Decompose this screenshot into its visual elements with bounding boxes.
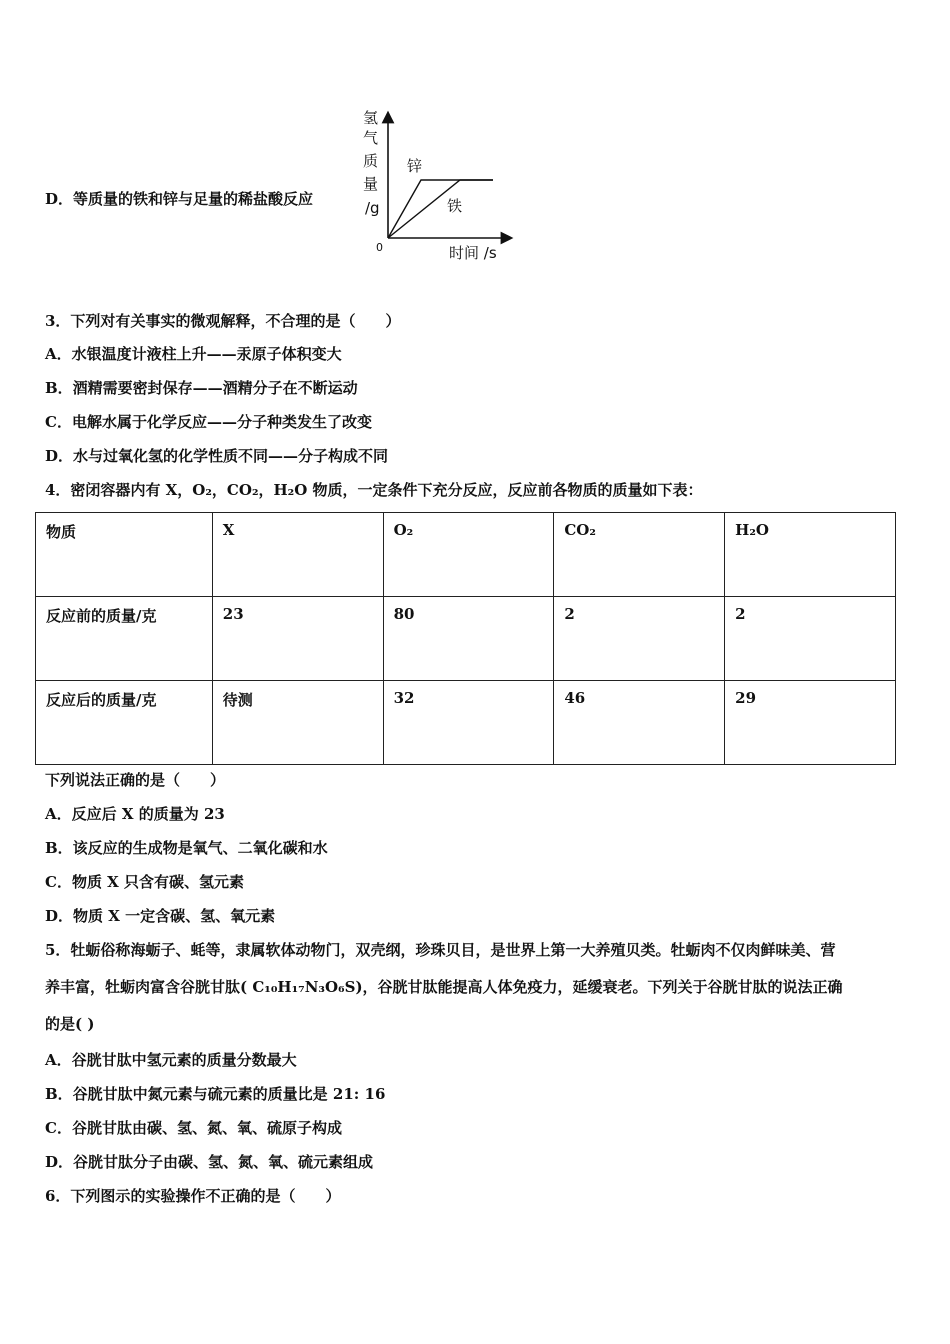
table-cell: 反应前的质量/克 bbox=[36, 597, 213, 681]
q5-option-d: D．谷胱甘肽分子由碳、氢、氮、氧、硫元素组成 bbox=[45, 1153, 374, 1171]
ylabel-char-2: 质 bbox=[363, 152, 379, 170]
table-header-cell: O₂ bbox=[383, 513, 554, 597]
table-cell: 46 bbox=[554, 681, 725, 765]
table-cell: 32 bbox=[383, 681, 554, 765]
q5-option-b: B．谷胱甘肽中氮元素与硫元素的质量比是 21: 16 bbox=[45, 1085, 386, 1103]
series-line-zinc bbox=[388, 180, 493, 238]
q3-option-a: A．水银温度计液柱上升——汞原子体积变大 bbox=[45, 345, 342, 363]
table-cell: 29 bbox=[725, 681, 896, 765]
graph-svg bbox=[355, 105, 525, 270]
table-header-cell: 物质 bbox=[36, 513, 213, 597]
table-header-cell: CO₂ bbox=[554, 513, 725, 597]
table-header-cell: H₂O bbox=[725, 513, 896, 597]
ylabel-char-4: /g bbox=[365, 199, 380, 217]
q2-option-d: D．等质量的铁和锌与足量的稀盐酸反应 bbox=[45, 190, 314, 208]
q4-option-b: B．该反应的生成物是氧气、二氧化碳和水 bbox=[45, 839, 328, 857]
q5-stem-line2: 养丰富，牡蛎肉富含谷胱甘肽( C₁₀H₁₇N₃O₆S)，谷胱甘肽能提高人体免疫力，延缓衰老。下列关于谷胱甘肽的说法正确 bbox=[45, 978, 843, 996]
table-header-row bbox=[36, 513, 896, 597]
table-row bbox=[36, 681, 896, 765]
q4-option-a: A．反应后 X 的质量为 23 bbox=[45, 805, 225, 823]
q5-stem-line1: 5．牡蛎俗称海蛎子、蚝等，隶属软体动物门，双壳纲，珍珠贝目，是世界上第一大养殖贝类。牡蛎肉不仅肉鲜味美、营 bbox=[45, 941, 836, 959]
q4-stem: 4．密闭容器内有 X，O₂，CO₂，H₂O 物质，一定条件下充分反应，反应前各物质的质量如下表： bbox=[45, 481, 703, 499]
origin-label: 0 bbox=[376, 241, 383, 254]
zinc-iron-hydrogen-graph bbox=[355, 105, 525, 270]
xlabel: 时间 /s bbox=[449, 244, 497, 262]
q5-option-a: A．谷胱甘肽中氢元素的质量分数最大 bbox=[45, 1051, 297, 1069]
table-header-cell: X bbox=[212, 513, 383, 597]
q5-stem-line3: 的是( ) bbox=[45, 1015, 95, 1033]
q6-stem: 6．下列图示的实验操作不正确的是（ ） bbox=[45, 1187, 341, 1205]
q3-option-b: B．酒精需要密封保存——酒精分子在不断运动 bbox=[45, 379, 358, 397]
q3-stem: 3．下列对有关事实的微观解释，不合理的是（ ） bbox=[45, 312, 401, 330]
table-cell: 2 bbox=[554, 597, 725, 681]
table-cell: 2 bbox=[725, 597, 896, 681]
ylabel-char-1: 气 bbox=[363, 129, 379, 147]
series-label-iron: 铁 bbox=[447, 197, 463, 215]
ylabel-char-3: 量 bbox=[363, 175, 379, 193]
q3-option-c: C．电解水属于化学反应——分子种类发生了改变 bbox=[45, 413, 372, 431]
table-cell: 待测 bbox=[212, 681, 383, 765]
table-cell: 反应后的质量/克 bbox=[36, 681, 213, 765]
series-label-zinc: 锌 bbox=[407, 157, 423, 175]
table-row bbox=[36, 597, 896, 681]
table-cell: 23 bbox=[212, 597, 383, 681]
q4-option-d: D．物质 X 一定含碳、氢、氧元素 bbox=[45, 907, 276, 925]
q4-question: 下列说法正确的是（ ） bbox=[45, 771, 226, 789]
ylabel-char-0: 氢 bbox=[363, 109, 379, 127]
mass-table bbox=[35, 512, 896, 765]
q5-option-c: C．谷胱甘肽由碳、氢、氮、氧、硫原子构成 bbox=[45, 1119, 342, 1137]
q4-option-c: C．物质 X 只含有碳、氢元素 bbox=[45, 873, 245, 891]
table-cell: 80 bbox=[383, 597, 554, 681]
q3-option-d: D．水与过氧化氢的化学性质不同——分子构成不同 bbox=[45, 447, 389, 465]
